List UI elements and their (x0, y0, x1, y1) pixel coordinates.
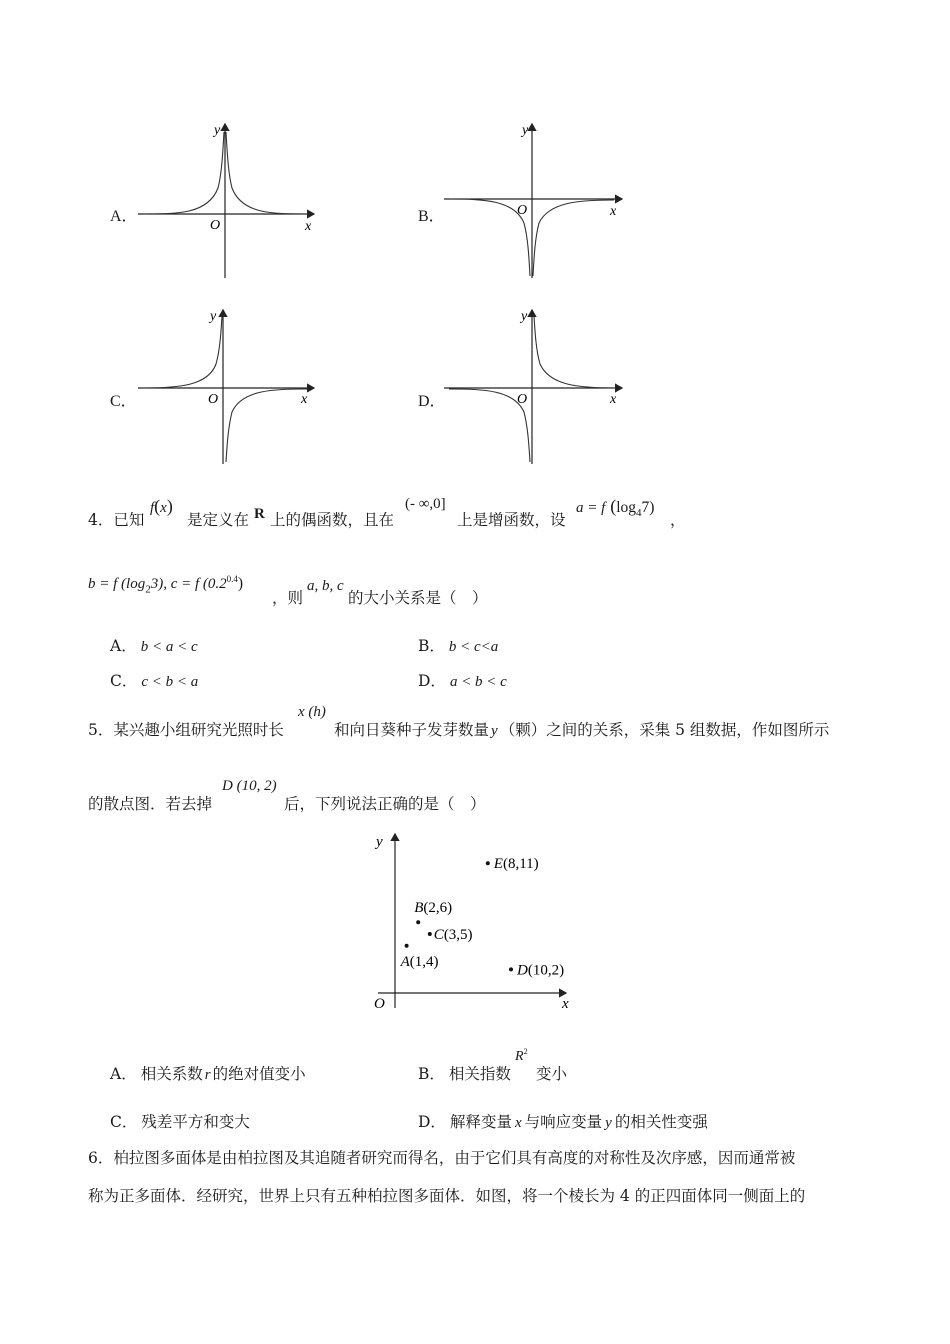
origin-label: O (517, 392, 528, 407)
q5-text: 某兴趣小组研究光照时长 (113, 721, 284, 739)
interval: (- ∞,0] (405, 496, 446, 512)
R-exp: 2 (523, 1046, 528, 1056)
q5-number: 5． (88, 721, 114, 739)
curve-right (533, 200, 614, 276)
origin-label: O (374, 996, 385, 1012)
q6-line1: 6．柏拉图多面体是由柏拉图及其追随者研究而得名，由于它们具有高度的对称性及次序感，因而通常被 (88, 1149, 796, 1167)
option-text: c < b < a (141, 674, 199, 690)
a-def-pre: a = f (576, 500, 606, 516)
q5-option-d[interactable] (418, 1110, 708, 1132)
q5-line1-b (334, 718, 829, 740)
x-symbol: x (160, 500, 167, 516)
xh-symbol: x (h) (298, 704, 326, 720)
log-arg: 7) (641, 499, 655, 516)
q4-line1 (88, 508, 144, 530)
d-point: D (10, 2) (222, 778, 277, 794)
option-text: b < c<a (448, 639, 499, 655)
R-symbol: R (515, 1049, 524, 1064)
q4-text: ，则 (272, 589, 304, 607)
graph-a-label: A． (110, 208, 138, 225)
option-label: A． (110, 637, 137, 655)
q5-text: 和向日葵种子发芽数量 (334, 721, 490, 739)
c-def: 3), c = f (0.2 (150, 576, 227, 593)
x-label: x (562, 996, 569, 1012)
option-label: B． (418, 1065, 445, 1083)
q5-option-a[interactable] (110, 1062, 306, 1084)
y-label: y (376, 834, 383, 850)
option-label: C． (110, 672, 138, 690)
x-symbol: x (514, 1115, 522, 1131)
graph-b-label: B． (418, 208, 445, 225)
x-label: x (610, 392, 617, 407)
c-close: ) (237, 575, 244, 593)
y-label: y (522, 123, 529, 138)
curve-right (534, 316, 616, 388)
scatter-plot (368, 828, 583, 1013)
q5-line1 (88, 718, 284, 740)
scatter-point-label: C(3,5) (433, 927, 473, 943)
log-base: 4 (636, 507, 642, 520)
q4-text: 已知 (113, 511, 145, 529)
option-text: 相关指数 (448, 1065, 511, 1083)
scatter-point (509, 967, 513, 971)
x-label: x (301, 392, 308, 407)
q4-option-d[interactable] (418, 669, 507, 691)
option-label: B． (418, 637, 445, 655)
q5-text: （颗）之间的关系，采集 5 组数据，作如图所示 (499, 721, 830, 739)
b-def: b = f (log (88, 576, 146, 593)
log: log (616, 499, 637, 516)
q4-line1-d (457, 508, 566, 530)
curve-left (143, 132, 224, 214)
bc-definition (88, 574, 243, 595)
scatter-point (428, 932, 432, 936)
option-label: C． (110, 1113, 138, 1131)
q4-text: 上的偶函数，且在 (270, 511, 395, 529)
q5-line2: 的散点图．若去掉 (88, 795, 213, 813)
q4-text: 上是增函数，设 (457, 511, 566, 529)
a-definition: a = f $(\log_47)$ (576, 496, 655, 520)
option-text: a < b < c (449, 674, 507, 690)
f-symbol: f (150, 500, 155, 516)
r-symbol: r (204, 1067, 211, 1083)
y-label: y (210, 309, 217, 324)
y-label: y (521, 309, 528, 324)
q4-line2-b: 的大小关系是（ ） (348, 589, 488, 607)
option-text: 的绝对值变小 (212, 1065, 306, 1083)
q4-line1-b (187, 508, 249, 530)
y-label: y (214, 123, 221, 138)
curve-right (226, 389, 308, 462)
option-text: 的相关性变强 (614, 1113, 708, 1131)
y-symbol: y (605, 1115, 612, 1131)
scatter-point-label: B(2,6) (414, 900, 453, 917)
graph-a (138, 118, 323, 283)
curve-right (226, 132, 308, 214)
b-log-base: 2 (145, 583, 151, 596)
scatter-point-label: E(8,11) (493, 856, 539, 873)
option-label: D． (418, 1113, 446, 1131)
option-text: 与响应变量 (524, 1113, 603, 1131)
scatter-point (405, 944, 409, 948)
x-label: x (610, 204, 617, 219)
origin-label: O (208, 392, 219, 407)
scatter-point-label: A(1,4) (400, 953, 439, 970)
q4-comma: ， (670, 511, 686, 529)
option-label: D． (418, 672, 446, 690)
graph-b (444, 118, 629, 283)
origin-label: O (517, 203, 528, 218)
q5-option-b[interactable] (418, 1062, 511, 1084)
c-exp: 0.4 (226, 574, 238, 584)
q4-line2 (272, 586, 303, 608)
option-text: b < a < c (140, 639, 198, 655)
x-label: x (305, 219, 312, 234)
curve-left (143, 316, 222, 388)
option-text: 相关系数 (140, 1065, 203, 1083)
q4-line1-c (270, 508, 394, 530)
q4-number: 4． (88, 511, 114, 529)
graph-c-label: C． (110, 393, 137, 410)
option-label: A． (110, 1065, 137, 1083)
real-set: R (254, 506, 265, 522)
option-text: 残差平方和变大 (141, 1113, 250, 1131)
y-symbol: y (491, 723, 498, 739)
option-text: 解释变量 (449, 1113, 512, 1131)
graph-d (444, 306, 629, 471)
scatter-point (416, 920, 420, 924)
q4-fx: f(x) (150, 496, 173, 516)
q5-option-b-tail: 变小 (536, 1065, 568, 1083)
origin-label: O (210, 218, 221, 233)
q4-text: 是定义在 (187, 511, 250, 529)
abc-symbols: a, b, c (307, 578, 344, 594)
scatter-point-label: D(10,2) (517, 962, 565, 979)
q5-line2-b: 后，下列说法正确的是（ ） (284, 795, 486, 813)
q5-option-c[interactable] (110, 1110, 250, 1132)
graph-c (138, 306, 323, 471)
q4-option-b[interactable] (418, 634, 498, 656)
graph-d-label: D． (418, 393, 446, 410)
scatter-point (486, 861, 490, 865)
q4-option-c[interactable] (110, 669, 198, 691)
q6-line2: 称为正多面体．经研究，世界上只有五种柏拉图多面体．如图，将一个棱长为 4 的正四面体同一侧面上的 (88, 1187, 806, 1205)
q4-option-a[interactable] (110, 634, 198, 656)
r-squared (515, 1046, 528, 1065)
